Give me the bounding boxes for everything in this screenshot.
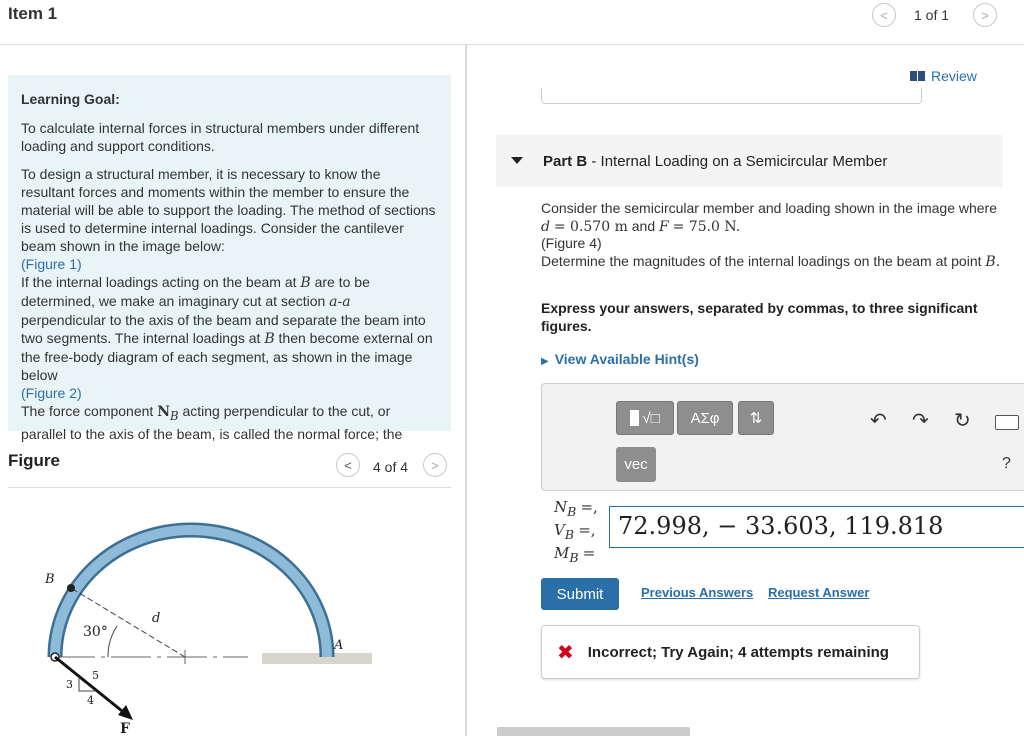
chevron-right-icon: > — [981, 7, 989, 23]
label-f: F — [120, 721, 130, 736]
learning-goal-para2: If the internal loadings acting on the beam at B are to be determined, we make an imaginary cut at section a-a perpendicular to the axis of the beam and separate the beam into two segments. The internal loadings at B then become external on the free-body diagram of each segment, as shown in the image below — [21, 274, 433, 383]
panel-divider[interactable] — [465, 45, 467, 736]
point-b-dot — [67, 584, 75, 592]
label-nb: $N_B$ =, — [554, 498, 598, 519]
label-three: 3 — [66, 678, 73, 691]
previous-answers-link[interactable]: Previous Answers — [641, 585, 754, 600]
chevron-left-icon: < — [344, 457, 352, 473]
undo-icon[interactable]: ↶ — [870, 410, 887, 432]
semicircular-member-figure — [0, 490, 460, 736]
submit-button[interactable]: Submit — [541, 578, 619, 610]
vec-button[interactable]: vec — [616, 447, 656, 482]
figure-2-link[interactable]: (Figure 2) — [21, 385, 82, 401]
part-b-intro: Consider the semicircular member and loading shown in the image where d = 0.570 m and F = 75.0 N. — [541, 200, 998, 235]
learning-goal-panel[interactable] — [8, 75, 451, 442]
feedback-box — [541, 625, 920, 679]
bottom-button-partial[interactable] — [497, 727, 690, 736]
label-mb: $M_B$ = — [554, 544, 596, 565]
figure-4-link[interactable]: (Figure 4) — [541, 235, 602, 251]
prev-item-button[interactable] — [872, 3, 896, 27]
feedback-text: Incorrect; Try Again; 4 attempts remaining — [587, 643, 889, 661]
part-b-question: Determine the magnitudes of the internal loadings on the beam at point B. — [541, 253, 1001, 270]
square-icon — [630, 410, 639, 426]
chevron-right-icon: > — [431, 457, 439, 473]
help-button[interactable]: ? — [1002, 455, 1011, 472]
item-title: Item 1 — [8, 4, 58, 23]
figure-heading: Figure — [8, 451, 60, 470]
redo-icon[interactable]: ↷ — [912, 410, 929, 432]
arrows-button[interactable]: ⇅ — [738, 401, 774, 435]
previous-part-box — [541, 88, 922, 104]
caret-down-icon[interactable] — [511, 157, 523, 164]
figure-next-button[interactable] — [423, 453, 447, 477]
label-b: B — [45, 572, 55, 587]
part-b-title: Part B - Internal Loading on a Semicircular Member — [543, 153, 888, 170]
templates-button[interactable] — [616, 401, 674, 435]
book-icon — [910, 71, 925, 81]
keyboard-icon[interactable] — [995, 415, 1019, 430]
figure-1-link[interactable]: (Figure 1) — [21, 256, 82, 272]
label-four: 4 — [87, 694, 94, 707]
review-label: Review — [931, 68, 977, 84]
sqrt-icon: √□ — [642, 409, 660, 427]
item-pager: 1 of 1 — [914, 7, 950, 23]
header-divider — [0, 44, 1024, 45]
request-answer-link[interactable]: Request Answer — [768, 585, 870, 600]
label-d: d — [152, 611, 161, 626]
label-angle: 30° — [83, 624, 108, 640]
learning-goal-heading: Learning Goal: — [21, 91, 120, 107]
answer-editor — [541, 383, 1024, 491]
radius-line — [71, 588, 185, 657]
view-hints-link[interactable]: ▶ View Available Hint(s) — [541, 351, 699, 367]
symbols-button[interactable]: ΑΣφ — [677, 401, 733, 435]
ground-support — [262, 653, 372, 664]
learning-goal-text: To calculate internal forces in structural members under different loading and support conditions. — [21, 120, 420, 154]
force-f-arrowhead — [118, 705, 133, 720]
angle-arc — [108, 626, 117, 657]
caret-right-icon: ▶ — [541, 356, 549, 367]
answer-input[interactable]: 72.998, − 33.603, 119.818 — [609, 506, 1024, 548]
label-vb: $V_B$ =, — [554, 521, 596, 542]
review-link[interactable] — [910, 68, 977, 84]
reset-icon[interactable]: ↻ — [954, 410, 971, 432]
figure-pager: 4 of 4 — [373, 459, 409, 475]
label-five: 5 — [92, 669, 99, 682]
label-a: A — [334, 638, 344, 653]
answer-instructions: Express your answers, separated by commas, to three significant figures. — [541, 300, 978, 334]
figure-divider — [8, 487, 451, 488]
next-item-button[interactable] — [973, 3, 997, 27]
figure-prev-button[interactable] — [336, 453, 360, 477]
learning-goal-para1: To design a structural member, it is necessary to know the resultant forces and moments within the member to ensure the material will be able to support the loading. The method of sections is used to determine internal loadings. Consider the cantilever beam shown in the image below: — [21, 166, 436, 254]
chevron-left-icon: < — [880, 7, 888, 23]
close-icon: ✖ — [557, 641, 574, 664]
answer-labels — [554, 498, 598, 567]
learning-goal-para3: The force component $N_B$ acting perpendicular to the cut, or parallel to the axis of the beam, is called the normal force; the — [21, 403, 403, 442]
